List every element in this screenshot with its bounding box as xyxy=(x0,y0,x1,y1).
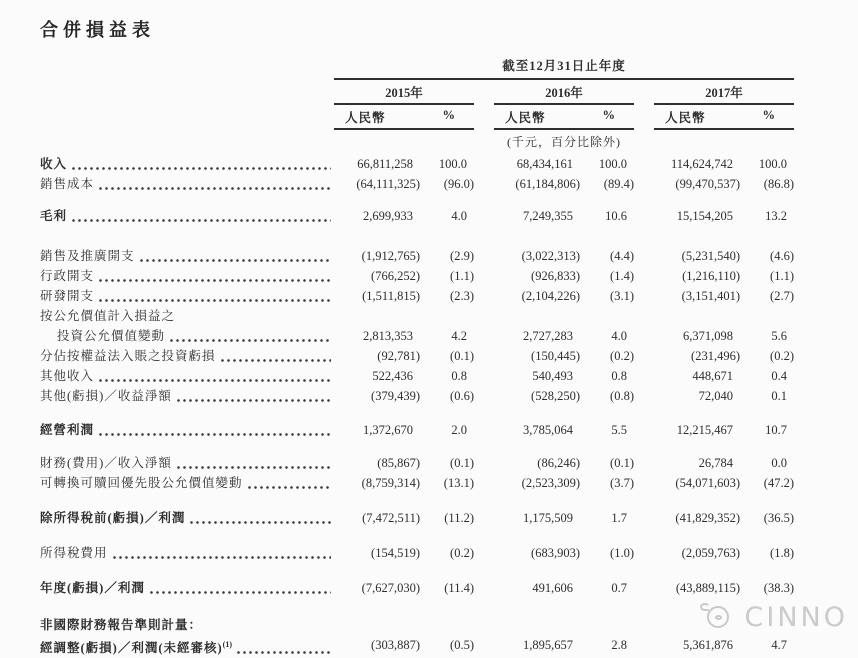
dotted-leader xyxy=(67,206,334,226)
percent-value: (13.1) xyxy=(443,476,474,490)
row-label-cell xyxy=(40,578,334,598)
percent-value: (1.0) xyxy=(610,546,634,560)
rmb-value: 540,493 xyxy=(532,369,573,383)
rmb-value: 448,671 xyxy=(692,369,733,383)
row-label-cell xyxy=(40,174,334,194)
table-row xyxy=(40,420,858,440)
row-label: 毛利 xyxy=(40,209,68,223)
percent-value: 4.0 xyxy=(611,329,627,343)
dotted-leader xyxy=(94,366,334,386)
rmb-value: (1,216,110) xyxy=(682,269,740,283)
row-label-cell xyxy=(40,420,334,440)
percent-value: (0.2) xyxy=(450,546,474,560)
dotted-leader xyxy=(145,578,334,598)
column-gap xyxy=(634,174,654,194)
column-gap xyxy=(474,453,494,473)
rmb-value: (1,912,765) xyxy=(361,249,420,263)
row-label: 銷售成本 xyxy=(40,177,95,191)
table-row xyxy=(40,306,858,326)
column-gap xyxy=(474,154,494,174)
dotted-leader xyxy=(135,246,334,266)
currency-header: 人民幣 xyxy=(665,111,706,125)
percent-value: (0.1) xyxy=(450,456,474,470)
rmb-value: 522,436 xyxy=(372,369,413,383)
period-header: 截至12月31日止年度 xyxy=(334,56,794,80)
row-label: 其他(虧損)／收益淨額 xyxy=(40,389,172,403)
table-row xyxy=(40,473,858,493)
column-gap xyxy=(474,366,494,386)
row-label-cell xyxy=(40,154,334,174)
column-gap xyxy=(634,326,654,346)
row-label: 按公允價值計入損益之 xyxy=(40,309,176,323)
column-gap xyxy=(474,508,494,528)
dotted-leader xyxy=(232,635,334,658)
table-row xyxy=(40,206,858,226)
percent-value: (2.7) xyxy=(770,289,794,303)
rmb-value: (2,104,226) xyxy=(521,289,580,303)
rmb-value: (154,519) xyxy=(371,546,420,560)
row-label-cell xyxy=(40,346,334,366)
percent-value: (2.3) xyxy=(450,289,474,303)
column-gap xyxy=(474,246,494,266)
rmb-value: (92,781) xyxy=(377,349,420,363)
rmb-value: (86,246) xyxy=(537,456,580,470)
rmb-value: 6,371,098 xyxy=(683,329,733,343)
column-gap xyxy=(474,266,494,286)
column-gap xyxy=(634,366,654,386)
percent-value: (1.1) xyxy=(450,269,474,283)
percent-value: 0.7 xyxy=(611,581,627,595)
percent-value: (89.4) xyxy=(603,177,634,191)
row-label: 其他收入 xyxy=(40,369,95,383)
row-label-cell xyxy=(40,206,334,226)
row-label: 研發開支 xyxy=(40,289,95,303)
rmb-value: (54,071,603) xyxy=(675,476,740,490)
dotted-leader xyxy=(185,508,334,528)
percent-value: (1.8) xyxy=(770,546,794,560)
column-gap xyxy=(634,453,654,473)
column-gap xyxy=(474,420,494,440)
dotted-leader xyxy=(94,174,334,194)
rmb-value: (7,472,511) xyxy=(362,511,420,525)
subheader-2017 xyxy=(654,105,794,130)
dotted-leader xyxy=(172,453,334,473)
currency-header: 人民幣 xyxy=(345,111,386,125)
percent-value: 2.8 xyxy=(611,638,627,652)
rmb-value: (61,184,806) xyxy=(515,177,580,191)
percent-value: (0.2) xyxy=(770,349,794,363)
dotted-leader xyxy=(108,543,334,563)
percent-header: % xyxy=(442,108,456,122)
percent-value: 4.2 xyxy=(451,329,467,343)
row-label-cell xyxy=(40,386,334,406)
column-gap xyxy=(634,206,654,226)
percent-value: 100.0 xyxy=(598,157,627,171)
rmb-value: (528,250) xyxy=(531,389,580,403)
rmb-value: 12,215,467 xyxy=(676,423,733,437)
dotted-leader xyxy=(165,326,334,346)
year-header-row xyxy=(334,80,794,105)
dotted-leader xyxy=(94,266,334,286)
percent-value: 100.0 xyxy=(758,157,787,171)
rmb-value: (379,439) xyxy=(371,389,420,403)
footnote-ref: (1) xyxy=(222,640,232,649)
column-gap xyxy=(634,266,654,286)
rmb-value: (85,867) xyxy=(377,456,420,470)
percent-value: (3.1) xyxy=(610,289,634,303)
percent-value: (0.1) xyxy=(450,349,474,363)
rmb-value: 72,040 xyxy=(698,389,733,403)
rmb-value: 1,895,657 xyxy=(523,638,573,652)
column-gap xyxy=(634,346,654,366)
rmb-value: (2,523,309) xyxy=(521,476,580,490)
table-row xyxy=(40,266,858,286)
rmb-value: (64,111,325) xyxy=(356,177,420,191)
column-gap xyxy=(474,386,494,406)
rmb-value: 2,813,353 xyxy=(363,329,413,343)
percent-value: (4.4) xyxy=(610,249,634,263)
percent-value: (0.2) xyxy=(610,349,634,363)
column-gap xyxy=(634,420,654,440)
percent-value: 13.2 xyxy=(765,209,787,223)
table-row xyxy=(40,508,858,528)
rmb-value: 7,249,355 xyxy=(523,209,573,223)
row-label: 經調整(虧損)／利潤(未經審核)$^{(1)}$ xyxy=(40,640,232,655)
rmb-value: (2,059,763) xyxy=(681,546,740,560)
row-label: 非國際財務報告準則計量： xyxy=(40,618,203,632)
table-row xyxy=(40,578,858,598)
percent-value: (0.6) xyxy=(450,389,474,403)
percent-value: 10.6 xyxy=(605,209,627,223)
table-row xyxy=(40,366,858,386)
cinno-logo-icon xyxy=(698,603,736,633)
column-gap xyxy=(474,578,494,598)
percent-value: (11.4) xyxy=(444,581,474,595)
rmb-value: 2,699,933 xyxy=(363,209,413,223)
percent-value: 0.4 xyxy=(771,369,787,383)
row-label: 可轉換可贖回優先股公允價值變動 xyxy=(40,476,243,490)
row-label-cell xyxy=(40,635,334,658)
rmb-value: 68,434,161 xyxy=(516,157,573,171)
column-gap xyxy=(474,326,494,346)
percent-value: 10.7 xyxy=(765,423,787,437)
table-row xyxy=(40,246,858,266)
row-label: 行政開支 xyxy=(40,269,95,283)
percent-value: (96.0) xyxy=(443,177,474,191)
table-row xyxy=(40,635,858,658)
row-label: 財務(費用)／收入淨額 xyxy=(40,456,172,470)
percent-value: 5.6 xyxy=(771,329,787,343)
row-label-cell xyxy=(40,366,334,386)
column-gap xyxy=(634,635,654,658)
row-label: 收入 xyxy=(40,157,68,171)
percent-value: (1.4) xyxy=(610,269,634,283)
row-label-cell xyxy=(40,286,334,306)
row-label-cell xyxy=(40,246,334,266)
table-row xyxy=(40,453,858,473)
percent-value: (11.2) xyxy=(444,511,474,525)
dotted-leader xyxy=(94,286,334,306)
dotted-leader xyxy=(243,473,334,493)
rmb-value: (8,759,314) xyxy=(361,476,420,490)
rmb-value: 15,154,205 xyxy=(676,209,733,223)
rmb-value: (43,889,115) xyxy=(675,581,740,595)
rmb-value: 114,624,742 xyxy=(670,157,733,171)
rmb-value: (5,231,540) xyxy=(681,249,740,263)
table-row xyxy=(40,386,858,406)
rmb-value: (683,903) xyxy=(531,546,580,560)
year-header-2015: 2015年 xyxy=(334,80,474,105)
column-gap xyxy=(634,386,654,406)
column-gap xyxy=(634,473,654,493)
watermark xyxy=(698,602,848,633)
rmb-value: (99,470,537) xyxy=(675,177,740,191)
dotted-leader xyxy=(67,154,334,174)
percent-value: (2.9) xyxy=(450,249,474,263)
percent-value: 0.0 xyxy=(771,456,787,470)
percent-header: % xyxy=(602,108,616,122)
dotted-leader xyxy=(94,420,334,440)
column-gap xyxy=(474,174,494,194)
row-label-cell xyxy=(40,326,334,346)
rmb-value: 491,606 xyxy=(532,581,573,595)
page-title: 合併損益表 xyxy=(40,20,155,40)
rmb-value: 1,372,670 xyxy=(363,423,413,437)
rmb-value: (926,833) xyxy=(531,269,580,283)
year-header-2017: 2017年 xyxy=(654,80,794,105)
row-label-cell xyxy=(40,453,334,473)
percent-value: 0.8 xyxy=(451,369,467,383)
year-header-2016: 2016年 xyxy=(494,80,634,105)
row-label: 分佔按權益法入賬之投資虧損 xyxy=(40,349,216,363)
table-header xyxy=(334,56,794,151)
column-gap xyxy=(634,286,654,306)
percent-value: 4.0 xyxy=(451,209,467,223)
percent-value: (0.5) xyxy=(450,638,474,652)
row-label: 年度(虧損)／利潤 xyxy=(40,581,145,595)
percent-value: (36.5) xyxy=(763,511,794,525)
column-gap xyxy=(474,346,494,366)
currency-header: 人民幣 xyxy=(505,111,546,125)
row-label-cell xyxy=(40,508,334,528)
rmb-value: (303,887) xyxy=(371,638,420,652)
column-gap xyxy=(634,578,654,598)
dotted-leader xyxy=(216,346,334,366)
rmb-value: 5,361,876 xyxy=(683,638,733,652)
column-gap xyxy=(634,508,654,528)
rmb-value: 3,785,064 xyxy=(523,423,573,437)
table-row xyxy=(40,543,858,563)
watermark-text: CINNO xyxy=(744,602,848,633)
column-gap xyxy=(634,154,654,174)
percent-value: 100.0 xyxy=(438,157,467,171)
percent-value: (3.7) xyxy=(610,476,634,490)
percent-value: (0.1) xyxy=(610,456,634,470)
percent-value: (86.8) xyxy=(763,177,794,191)
rmb-value: (231,496) xyxy=(691,349,740,363)
rmb-value: (150,445) xyxy=(531,349,580,363)
percent-header: % xyxy=(762,108,776,122)
percent-value: 2.0 xyxy=(451,423,467,437)
row-label: 經營利潤 xyxy=(40,423,95,437)
rmb-value: 26,784 xyxy=(698,456,733,470)
rmb-value: (3,151,401) xyxy=(681,289,740,303)
column-gap xyxy=(634,543,654,563)
row-label: 所得稅費用 xyxy=(40,546,108,560)
rmb-value: 1,175,509 xyxy=(523,511,573,525)
rmb-value: 66,811,258 xyxy=(357,157,413,171)
row-label: 銷售及推廣開支 xyxy=(40,249,135,263)
unit-note: (千元，百分比除外) xyxy=(507,135,621,149)
column-gap xyxy=(474,473,494,493)
column-gap xyxy=(474,286,494,306)
percent-value: (4.6) xyxy=(770,249,794,263)
dotted-leader xyxy=(172,386,334,406)
rmb-value: (41,829,352) xyxy=(675,511,740,525)
rmb-value: (1,511,815) xyxy=(362,289,420,303)
table-row xyxy=(40,286,858,306)
percent-value: 0.8 xyxy=(611,369,627,383)
rmb-value: (7,627,030) xyxy=(361,581,420,595)
row-label-cell xyxy=(40,266,334,286)
table-row xyxy=(40,346,858,366)
table-row xyxy=(40,154,858,174)
percent-value: 0.1 xyxy=(771,389,787,403)
column-gap xyxy=(474,635,494,658)
subheader-2015 xyxy=(334,105,474,130)
percent-value: 4.7 xyxy=(771,638,787,652)
table-row xyxy=(40,326,858,346)
rmb-value: (3,022,313) xyxy=(521,249,580,263)
subheader-2016 xyxy=(494,105,634,130)
row-label: 投資公允價值變動 xyxy=(57,329,166,343)
row-label: 除所得稅前(虧損)／利潤 xyxy=(40,511,186,525)
percent-value: 1.7 xyxy=(611,511,627,525)
percent-value: (1.1) xyxy=(770,269,794,283)
rmb-value: 2,727,283 xyxy=(523,329,573,343)
column-gap xyxy=(474,206,494,226)
row-label-cell xyxy=(40,615,334,635)
row-label-cell xyxy=(40,306,334,326)
rmb-value: (766,252) xyxy=(371,269,420,283)
row-label-cell xyxy=(40,543,334,563)
percent-value: (47.2) xyxy=(763,476,794,490)
percent-value: (0.8) xyxy=(610,389,634,403)
table-body xyxy=(40,154,858,658)
column-gap xyxy=(634,246,654,266)
table-row xyxy=(40,174,858,194)
percent-value: 5.5 xyxy=(611,423,627,437)
subheader-row xyxy=(334,105,794,130)
column-gap xyxy=(474,543,494,563)
percent-value: (38.3) xyxy=(763,581,794,595)
row-label-cell xyxy=(40,473,334,493)
